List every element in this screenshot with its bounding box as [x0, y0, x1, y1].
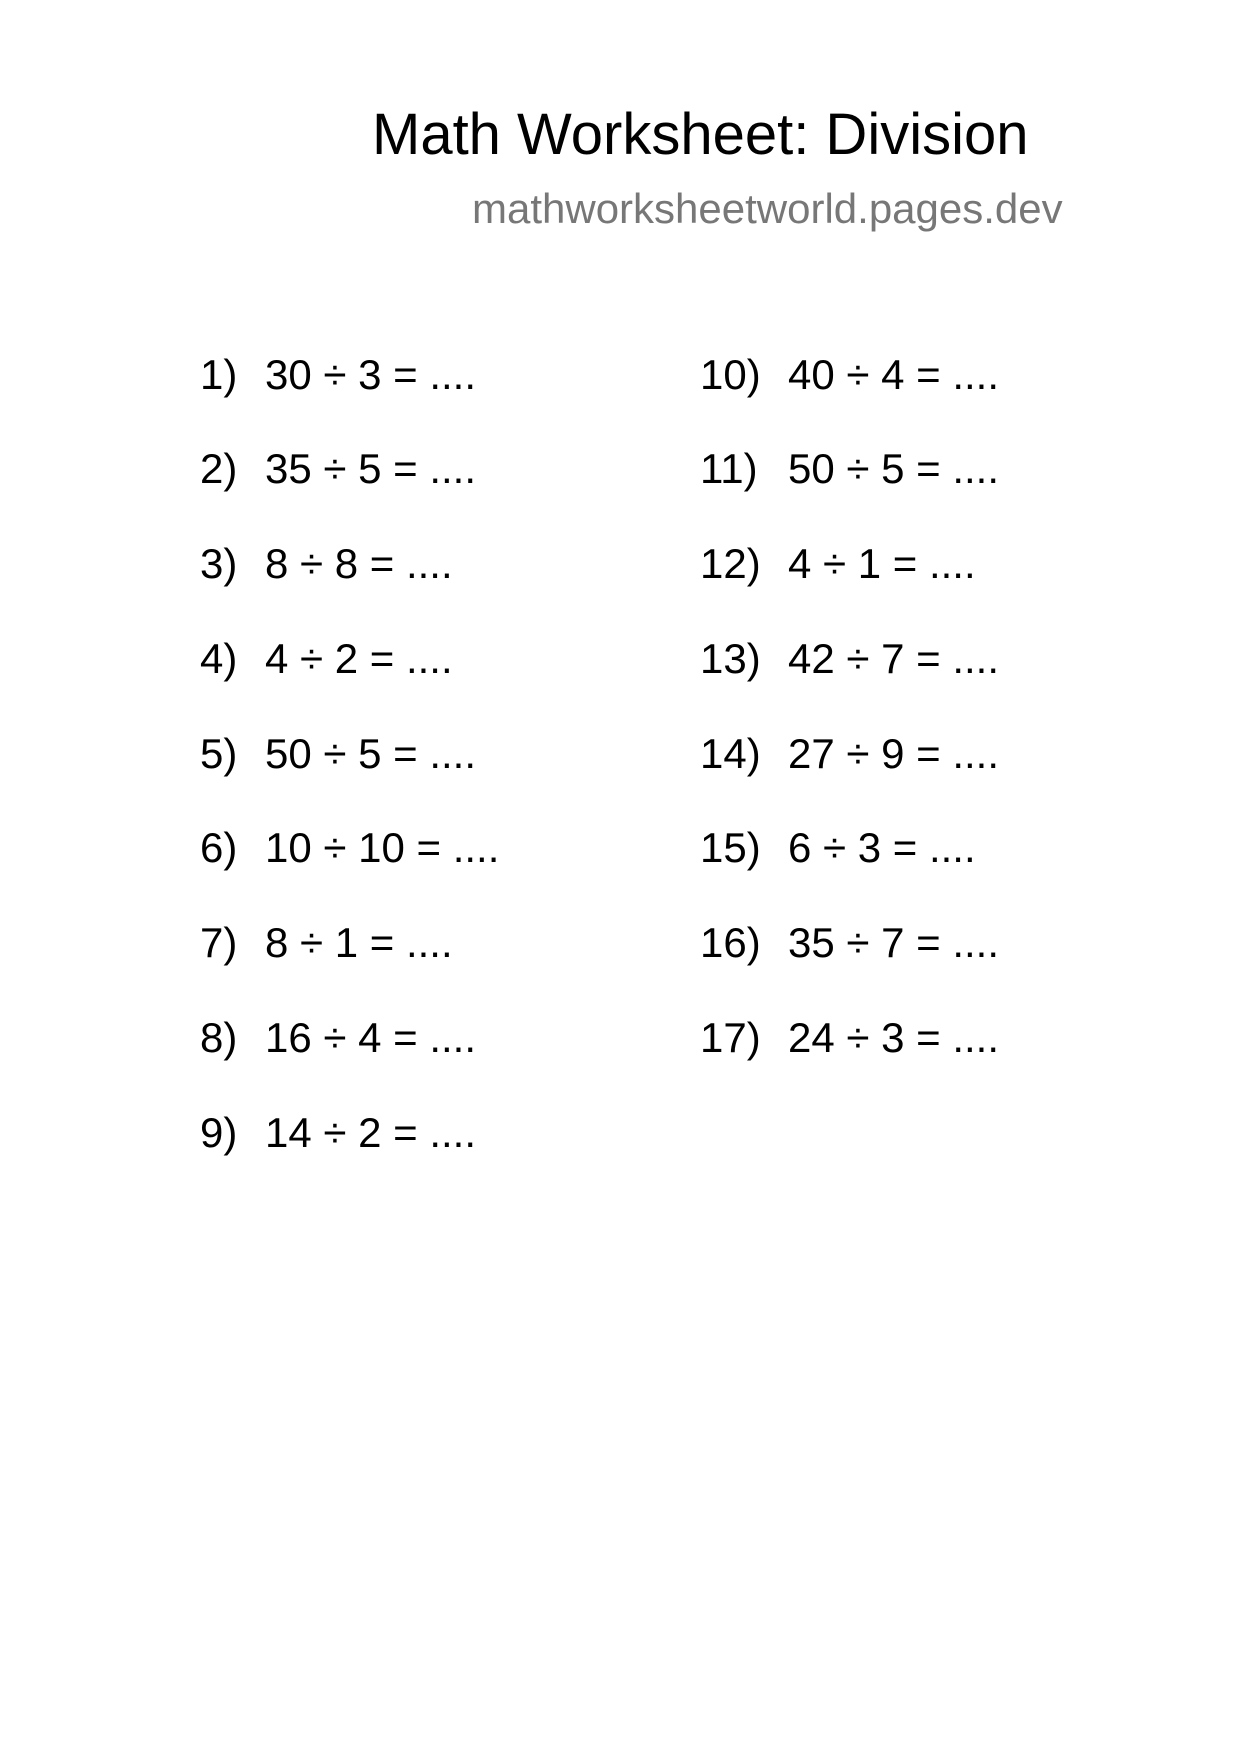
problem-expression: 4 ÷ 2 = ....: [265, 635, 453, 682]
problem-item: [700, 634, 999, 684]
problem-expression: 8 ÷ 1 = ....: [265, 919, 453, 966]
problem-expression: 10 ÷ 10 = ....: [265, 824, 500, 871]
problem-item: [700, 539, 976, 589]
problem-item: [200, 823, 499, 873]
problem-item: [200, 1108, 476, 1158]
problem-number: 5): [200, 730, 238, 777]
problem-item: [700, 729, 999, 779]
problem-expression: 8 ÷ 8 = ....: [265, 540, 453, 587]
problem-number: 6): [200, 824, 238, 871]
problem-expression: 4 ÷ 1 = ....: [788, 540, 976, 587]
problem-item: [700, 918, 999, 968]
problem-item: [200, 539, 453, 589]
problem-expression: 50 ÷ 5 = ....: [265, 730, 477, 777]
problem-item: [200, 918, 453, 968]
site-url: mathworksheetworld.pages.dev: [472, 185, 1063, 232]
problem-expression: 24 ÷ 3 = ....: [788, 1014, 1000, 1061]
problem-item: [700, 823, 976, 873]
problem-expression: 30 ÷ 3 = ....: [265, 351, 477, 398]
problem-number: 17): [700, 1014, 761, 1061]
problem-number: 14): [700, 730, 761, 777]
problem-number: 9): [200, 1109, 238, 1156]
problem-expression: 16 ÷ 4 = ....: [265, 1014, 477, 1061]
problem-number: 12): [700, 540, 761, 587]
problem-number: 3): [200, 540, 238, 587]
problem-item: [200, 444, 476, 494]
problem-item: [200, 729, 476, 779]
problem-number: 4): [200, 635, 238, 682]
problem-number: 11): [700, 445, 758, 492]
problem-number: 7): [200, 919, 238, 966]
problem-item: [200, 1013, 476, 1063]
problem-number: 1): [200, 351, 238, 398]
problem-number: 13): [700, 635, 761, 682]
problem-item: [200, 634, 453, 684]
problem-number: 16): [700, 919, 761, 966]
problem-item: [700, 444, 999, 494]
problem-expression: 42 ÷ 7 = ....: [788, 635, 1000, 682]
problem-expression: 50 ÷ 5 = ....: [788, 445, 1000, 492]
problem-expression: 27 ÷ 9 = ....: [788, 730, 1000, 777]
problem-item: [200, 350, 476, 400]
problem-item: [700, 1013, 999, 1063]
problem-number: 15): [700, 824, 761, 871]
problem-expression: 40 ÷ 4 = ....: [788, 351, 1000, 398]
problem-expression: 35 ÷ 7 = ....: [788, 919, 1000, 966]
problem-number: 10): [700, 351, 761, 398]
problem-expression: 14 ÷ 2 = ....: [265, 1109, 477, 1156]
problem-number: 2): [200, 445, 238, 492]
page-title: Math Worksheet: Division: [372, 102, 1029, 167]
problem-expression: 35 ÷ 5 = ....: [265, 445, 477, 492]
problem-number: 8): [200, 1014, 238, 1061]
problem-expression: 6 ÷ 3 = ....: [788, 824, 976, 871]
problem-item: [700, 350, 999, 400]
